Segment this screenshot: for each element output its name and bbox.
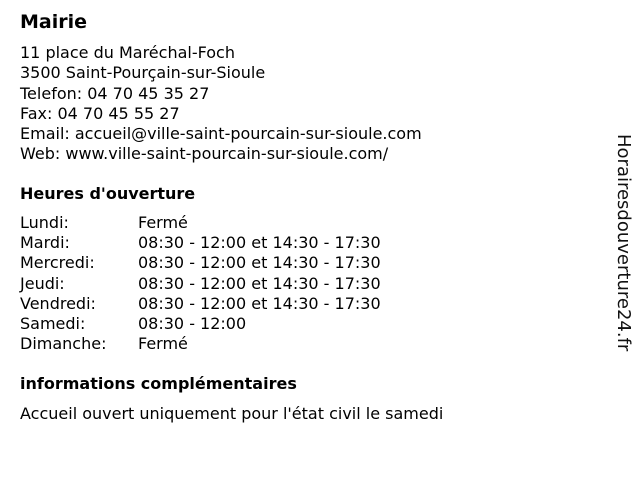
- day-label: Mardi:: [20, 233, 70, 253]
- hours-row: [20, 274, 381, 294]
- hours-row: [20, 233, 381, 253]
- day-label: Samedi:: [20, 314, 86, 334]
- day-label: Mercredi:: [20, 253, 95, 273]
- info-heading: informations complémentaires: [20, 374, 297, 393]
- info-text: Accueil ouvert uniquement pour l'état civil le samedi: [20, 404, 444, 423]
- time-value: Fermé: [138, 334, 188, 354]
- address-block: [20, 43, 422, 165]
- time-value: 08:30 - 12:00 et 14:30 - 17:30: [138, 273, 381, 293]
- hours-row: [20, 213, 381, 233]
- hours-row: [20, 314, 381, 334]
- fax-number: Fax: 04 70 45 55 27: [20, 103, 180, 123]
- watermark-text: Horairesdouverture24.fr: [613, 134, 634, 352]
- time-value: 08:30 - 12:00: [138, 314, 247, 334]
- opening-hours-table: [20, 213, 381, 354]
- hours-row: [20, 334, 381, 354]
- time-value: 08:30 - 12:00 et 14:30 - 17:30: [138, 233, 381, 253]
- phone-number: Telefon: 04 70 45 35 27: [20, 83, 210, 103]
- email-address: Email: accueil@ville-saint-pourcain-sur-sioule.com: [20, 124, 422, 144]
- address-city: 3500 Saint-Pourçain-sur-Sioule: [20, 63, 266, 83]
- time-value: Fermé: [138, 213, 188, 232]
- website-address: Web: www.ville-saint-pourcain-sur-sioule.com/: [20, 144, 389, 164]
- hours-row: [20, 294, 381, 314]
- day-label: Lundi:: [20, 213, 69, 232]
- day-label: Jeudi:: [20, 273, 65, 293]
- hours-heading: Heures d'ouverture: [20, 184, 196, 203]
- page-title: Mairie: [20, 11, 88, 33]
- hours-row: [20, 253, 381, 273]
- day-label: Dimanche:: [20, 334, 107, 354]
- day-label: Vendredi:: [20, 293, 96, 313]
- site-watermark: [612, 134, 636, 374]
- address-street: 11 place du Maréchal-Foch: [20, 43, 235, 62]
- time-value: 08:30 - 12:00 et 14:30 - 17:30: [138, 253, 381, 273]
- time-value: 08:30 - 12:00 et 14:30 - 17:30: [138, 293, 381, 313]
